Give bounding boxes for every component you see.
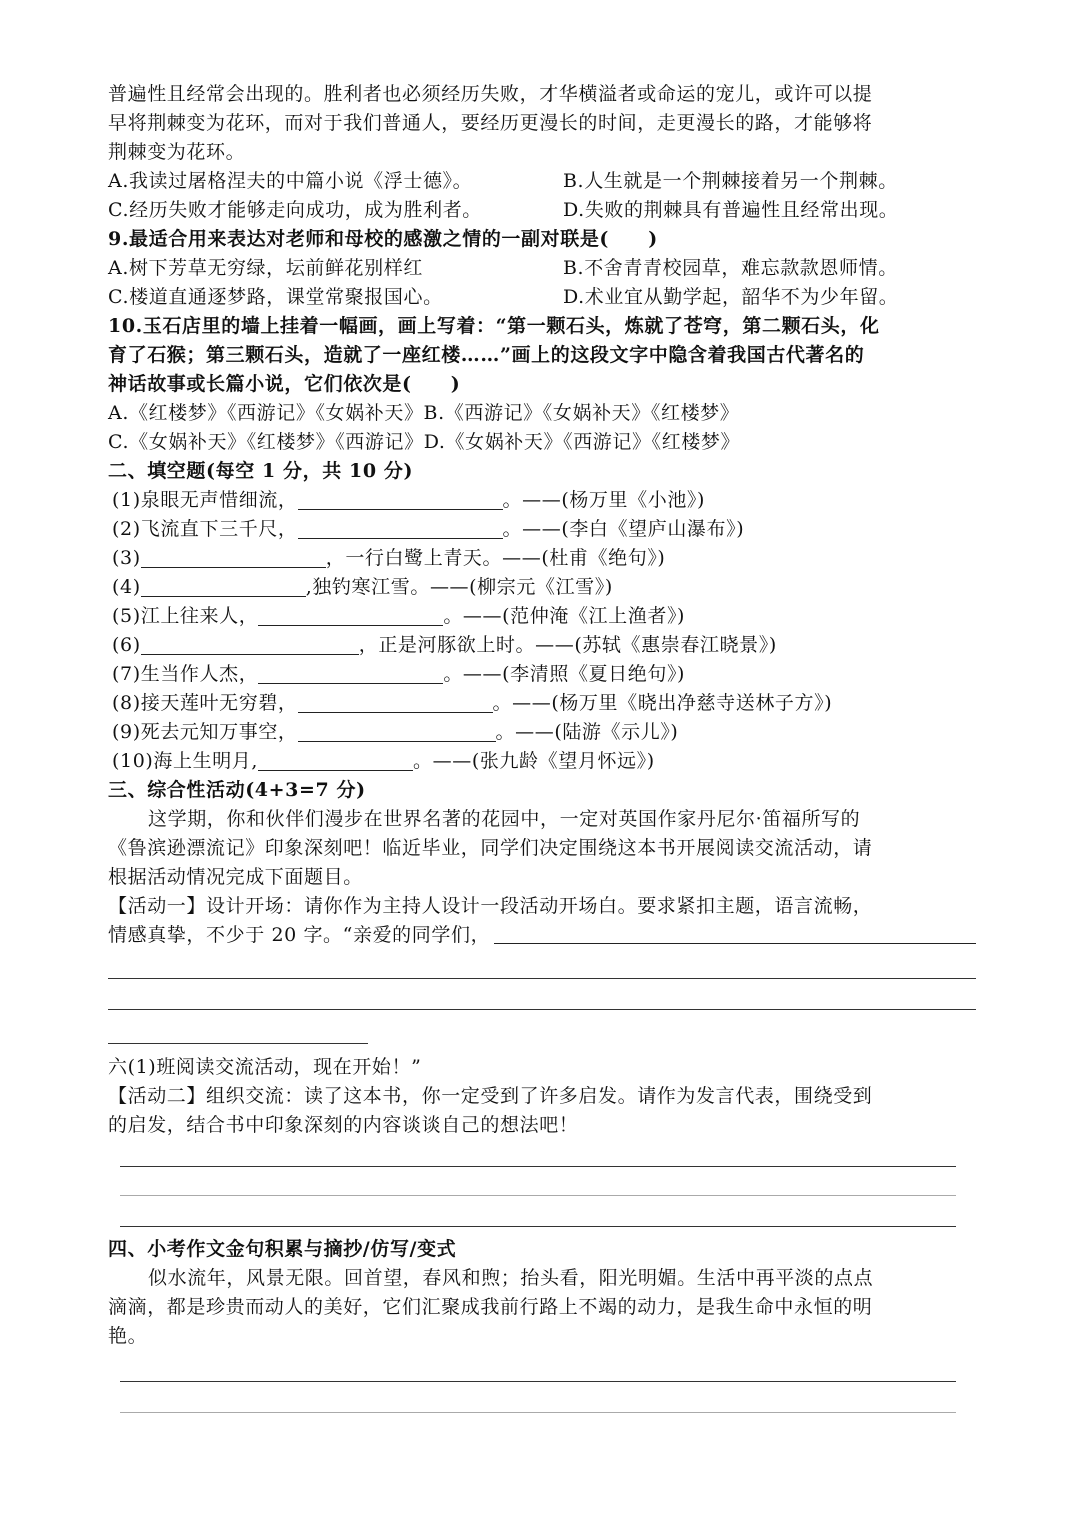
q10-options-cd[interactable]: C.《女娲补天》《红楼梦》《西游记》D.《女娲补天》《西游记》《红楼梦》 xyxy=(108,431,741,453)
answer-line[interactable] xyxy=(120,1196,956,1227)
answer-line[interactable] xyxy=(120,1351,956,1382)
q8-options-row xyxy=(108,167,976,196)
q9-option-b[interactable]: B.不舍青青校园草，难忘款款恩师情。 xyxy=(563,257,898,279)
fill-item-3: (3) ，一行白鹭上青天。——(杜甫《绝句》) xyxy=(112,547,666,569)
fill-item-10: (10)海上生明月, 。——(张九龄《望月怀远》) xyxy=(112,750,655,772)
section3-intro-line: 根据活动情况完成下面题目。 xyxy=(108,866,363,888)
passage-line: 早将荆棘变为花环，而对于我们普通人，要经历更漫长的时间，走更漫长的路，才能够将 xyxy=(108,112,873,134)
fill-item-6: (6) ，正是河豚欲上时。——(苏轼《惠崇春江晓景》) xyxy=(112,634,777,656)
q9-options-row xyxy=(108,283,976,312)
section4-title: 四、小考作文金句积累与摘抄/仿写/变式 xyxy=(108,1238,457,1260)
fill-item-9: (9)死去元知万事空， 。——(陆游《示儿》) xyxy=(112,721,679,743)
answer-blank[interactable] xyxy=(141,574,306,597)
exam-page xyxy=(108,80,976,1413)
fill-item-8: (8)接天莲叶无穷碧， 。——(杨万里《晓出净慈寺送林子方》) xyxy=(112,692,833,714)
answer-blank[interactable] xyxy=(258,748,413,771)
q8-options-row xyxy=(108,196,976,225)
activity2-line: 【活动二】组织交流：读了这本书，你一定受到了许多启发。请作为发言代表，围绕受到 xyxy=(108,1085,873,1107)
answer-blank[interactable] xyxy=(141,632,359,655)
section4-text-line: 艳。 xyxy=(108,1325,148,1347)
fill-item-1: (1)泉眼无声惜细流， 。——(杨万里《小池》) xyxy=(112,489,706,511)
q10-stem: 育了石猴；第三颗石头，造就了一座红楼……”画上的这段文字中隐含着我国古代著名的 xyxy=(108,344,865,366)
answer-line[interactable] xyxy=(108,979,976,1010)
section3-intro-line: 《鲁滨逊漂流记》印象深刻吧！临近毕业，同学们决定围绕这本书开展阅读交流活动，请 xyxy=(108,837,873,859)
answer-line[interactable] xyxy=(120,1382,956,1413)
q8-option-c[interactable]: C.经历失败才能够走向成功，成为胜利者。 xyxy=(108,199,482,221)
activity1-line: 情感真挚，不少于 20 字。“亲爱的同学们， xyxy=(108,921,976,950)
answer-blank[interactable] xyxy=(298,719,496,742)
answer-line[interactable] xyxy=(108,1010,368,1044)
q9-option-c[interactable]: C.楼道直通逐梦路，课堂常聚报国心。 xyxy=(108,286,443,308)
section4-text-line: 似水流年，风景无限。回首望，春风和煦；抬头看，阳光明媚。生活中再平淡的点点 xyxy=(148,1267,874,1289)
q9-stem: 9.最适合用来表达对老师和母校的感激之情的一副对联是( ) xyxy=(108,228,658,250)
answer-blank[interactable] xyxy=(258,661,443,684)
passage-line: 普遍性且经常会出现的。胜利者也必须经历失败，才华横溢者或命运的宠儿，或许可以提 xyxy=(108,83,873,105)
q8-option-a[interactable]: A.我读过屠格涅夫的中篇小说《浮士德》。 xyxy=(108,170,473,192)
section3-title: 三、综合性活动(4+3=7 分) xyxy=(108,779,366,801)
fill-item-4: (4) ,独钓寒江雪。——(柳宗元《江雪》) xyxy=(112,576,613,598)
q10-stem: 10.玉石店里的墙上挂着一幅画，画上写着：“第一颗石头，炼就了苍穹，第二颗石头，化 xyxy=(108,315,880,337)
answer-blank[interactable] xyxy=(298,690,493,713)
q10-options-ab[interactable]: A.《红楼梦》《西游记》《女娲补天》B.《西游记》《女娲补天》《红楼梦》 xyxy=(108,402,740,424)
answer-blank[interactable] xyxy=(298,516,503,539)
fill-item-2: (2)飞流直下三千尺， 。——(李白《望庐山瀑布》) xyxy=(112,518,745,540)
fill-item-7: (7)生当作人杰， 。——(李清照《夏日绝句》) xyxy=(112,663,686,685)
answer-line[interactable] xyxy=(120,1140,956,1167)
q10-stem: 神话故事或长篇小说，它们依次是( ) xyxy=(108,373,461,395)
answer-blank[interactable] xyxy=(494,921,976,944)
fill-item-5: (5)江上往来人， 。——(范仲淹《江上渔者》) xyxy=(112,605,686,627)
q9-options-row xyxy=(108,254,976,283)
activity1-end: 六(1)班阅读交流活动，现在开始！” xyxy=(108,1056,422,1078)
answer-blank[interactable] xyxy=(298,487,503,510)
q9-option-a[interactable]: A.树下芳草无穷绿，坛前鲜花别样红 xyxy=(108,257,423,279)
section4-text-line: 滴滴，都是珍贵而动人的美好，它们汇聚成我前行路上不竭的动力，是我生命中永恒的明 xyxy=(108,1296,873,1318)
q8-option-b[interactable]: B.人生就是一个荆棘接着另一个荆棘。 xyxy=(563,170,898,192)
activity1-line: 【活动一】设计开场：请你作为主持人设计一段活动开场白。要求紧扣主题，语言流畅， xyxy=(108,895,873,917)
q9-option-d[interactable]: D.术业宜从勤学起，韶华不为少年留。 xyxy=(563,286,899,308)
answer-line[interactable] xyxy=(120,1167,956,1196)
section3-intro-line: 这学期，你和伙伴们漫步在世界名著的花园中，一定对英国作家丹尼尔·笛福所写的 xyxy=(148,808,861,830)
answer-blank[interactable] xyxy=(141,545,326,568)
passage-line: 荆棘变为花环。 xyxy=(108,141,246,163)
activity2-line: 的启发，结合书中印象深刻的内容谈谈自己的想法吧！ xyxy=(108,1114,579,1136)
answer-line[interactable] xyxy=(108,950,976,979)
q8-option-d[interactable]: D.失败的荆棘具有普遍性且经常出现。 xyxy=(563,199,899,221)
section2-title: 二、填空题(每空 1 分，共 10 分) xyxy=(108,460,414,482)
answer-blank[interactable] xyxy=(258,603,443,626)
